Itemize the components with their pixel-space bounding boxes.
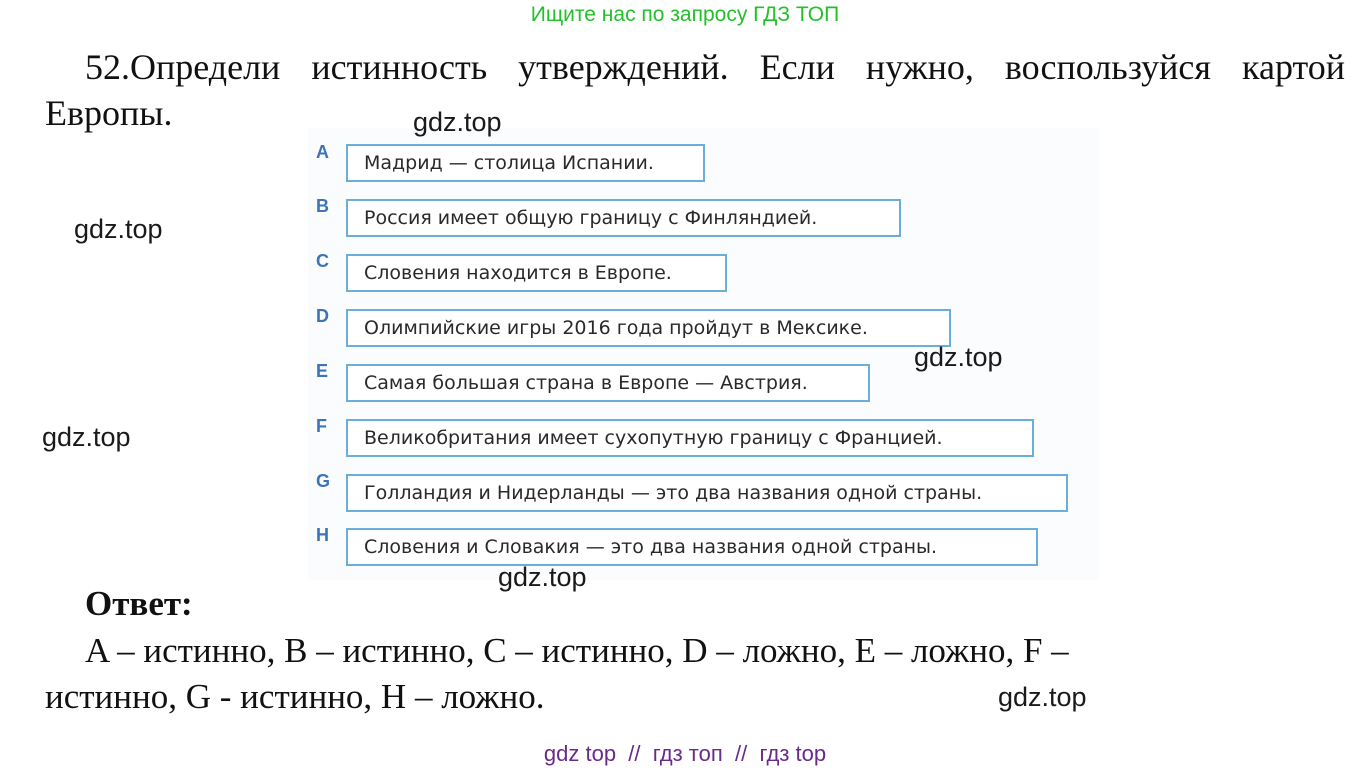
statement-box-c: Словения находится в Европе. [346, 254, 727, 292]
watermark: gdz.top [42, 422, 131, 452]
watermark: gdz.top [498, 562, 587, 592]
watermark: gdz.top [413, 107, 502, 137]
statement-box-g: Голландия и Нидерланды — это два названия одной страны. [346, 474, 1068, 512]
watermark: gdz.top [74, 214, 163, 244]
statement-letter-g: G [316, 471, 331, 491]
statement-letter-b: B [316, 196, 329, 216]
statement-letter-c: C [316, 251, 329, 271]
task-text: 52.Определи истинность утверждений. Если нужно, воспользуйся картой Европы. [45, 47, 1345, 133]
statement-letter-e: E [316, 361, 329, 381]
watermark: gdz.top [998, 682, 1087, 712]
statement-box-f: Великобритания имеет сухопутную границу с Францией. [346, 419, 1034, 457]
statement-letter-f: F [316, 416, 327, 436]
watermark: gdz.top [914, 342, 1003, 372]
statement-box-d: Олимпийские игры 2016 года пройдут в Мексике. [346, 309, 951, 347]
top-banner[interactable]: Ищите нас по запросу ГДЗ ТОП [530, 3, 840, 26]
statement-box-e: Самая большая страна в Европе — Австрия. [346, 364, 870, 402]
statement-letter-a: A [316, 142, 329, 162]
statement-box-h: Словения и Словакия — это два названия одной страны. [346, 528, 1038, 566]
footer-links[interactable]: gdz top // гдз топ // гдз top [543, 741, 827, 766]
answer-text: A – истинно, B – истинно, C – истинно, D – ложно, E – ложно, F – истинно, G - истинно, H – ложно. [45, 631, 1069, 716]
answer-title: Ответ: [85, 584, 193, 623]
statement-box-a: Мадрид — столица Испании. [346, 144, 705, 182]
statement-letter-h: H [316, 525, 329, 545]
statement-box-b: Россия имеет общую границу с Финляндией. [346, 199, 901, 237]
statement-letter-d: D [316, 306, 329, 326]
